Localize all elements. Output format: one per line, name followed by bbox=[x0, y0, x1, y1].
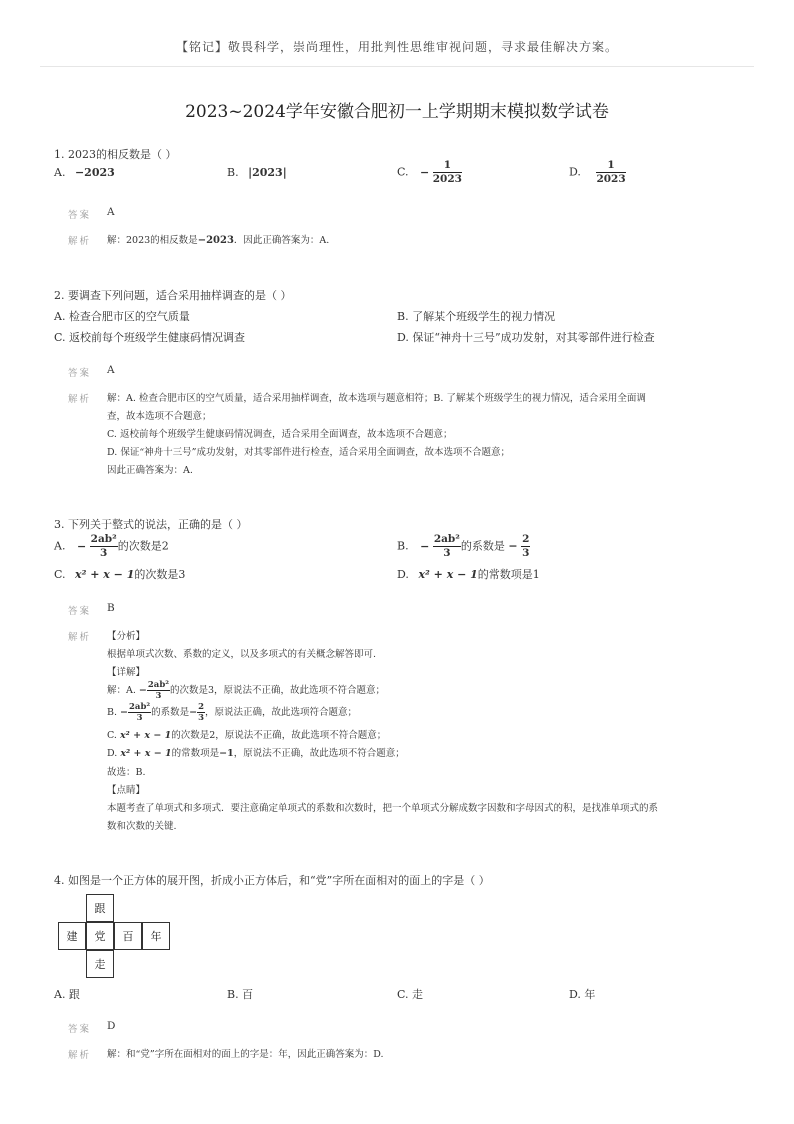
q3-fenxi-heading: 【分析】 bbox=[107, 631, 146, 642]
q3-detail-b-mid: 的系数是 bbox=[151, 707, 190, 718]
net-cell-bottom: 走 bbox=[86, 950, 114, 978]
q3-detail-b-num: 2ab² bbox=[129, 702, 151, 712]
q3-option-b-sign2: − bbox=[508, 539, 518, 553]
q3-detail-b-sign: − bbox=[120, 707, 129, 718]
q3-option-d bbox=[397, 566, 540, 582]
q4-answer: D bbox=[107, 1020, 116, 1032]
q1-option-b-letter: B. bbox=[227, 166, 239, 179]
q1-stem: 1. 2023的相反数是（ ） bbox=[54, 148, 177, 161]
q1-option-d-fraction bbox=[596, 159, 625, 186]
q3-option-b bbox=[397, 533, 530, 560]
q3-detail-line-d bbox=[107, 745, 405, 759]
q3-option-c-text: 的次数是3 bbox=[134, 568, 186, 581]
q1-analysis-math: −2023 bbox=[197, 235, 234, 246]
q3-option-a-fraction bbox=[90, 533, 118, 560]
q2-option-c: C. 返校前每个班级学生健康码情况调查 bbox=[54, 331, 246, 344]
q3-dianjing-line: 数和次数的关键. bbox=[107, 821, 177, 832]
q3-detail-c-math: x² + x − 1 bbox=[119, 730, 172, 741]
q1-option-c-num: 1 bbox=[433, 159, 462, 173]
q4-stem: 4. 如图是一个正方体的展开图，折成小正方体后，和“党”字所在面相对的面上的字是（ ） bbox=[54, 874, 490, 887]
net-cell-right-2: 年 bbox=[142, 922, 170, 950]
q2-analysis-line: C. 返校前每个班级学生健康码情况调查，适合采用全面调查，故本选项不合题意； bbox=[107, 429, 453, 440]
page-title: 2023~2024学年安徽合肥初一上学期期末模拟数学试卷 bbox=[185, 102, 609, 122]
q3-option-d-math: x² + x − 1 bbox=[418, 568, 478, 581]
q4-option-b: B. 百 bbox=[227, 988, 254, 1001]
q1-option-a bbox=[54, 166, 115, 179]
q2-analysis-label: 解析 bbox=[68, 394, 92, 405]
q1-option-a-letter: A. bbox=[54, 166, 66, 179]
q3-detail-a-den: 3 bbox=[155, 691, 162, 701]
q3-detail-b-fraction bbox=[128, 702, 151, 723]
q3-detail-b-post: ，原说法正确，故此选项符合题意； bbox=[205, 707, 358, 718]
q2-option-a: A. 检查合肥市区的空气质量 bbox=[54, 310, 190, 323]
q3-option-a-num: 2ab² bbox=[90, 533, 117, 545]
q3-option-b-fraction2 bbox=[521, 533, 530, 560]
q1-option-c bbox=[397, 159, 462, 186]
q3-option-b-den2: 3 bbox=[522, 547, 530, 559]
net-cell-right-1: 百 bbox=[114, 922, 142, 950]
q3-detail-d-mid: 的常数项是 bbox=[171, 748, 220, 759]
q3-analysis-label: 解析 bbox=[68, 632, 92, 643]
q3-detail-d-math: x² + x − 1 bbox=[120, 748, 172, 759]
q2-answer-label: 答案 bbox=[68, 368, 92, 379]
q3-fenxi-text: 根据单项式次数、系数的定义，以及多项式的有关概念解答即可. bbox=[107, 649, 377, 660]
q3-option-b-num: 2ab² bbox=[433, 533, 460, 545]
q3-detail-c-post: 的次数是2，原说法不正确，故此选项不符合题意； bbox=[171, 730, 387, 741]
q4-option-c: C. 走 bbox=[397, 988, 424, 1001]
q3-conclusion: 故选：B. bbox=[107, 767, 146, 778]
net-cell-top: 跟 bbox=[86, 894, 114, 922]
q3-detail-b-sign2: − bbox=[189, 707, 198, 718]
q3-answer-label: 答案 bbox=[68, 606, 92, 617]
q3-detail-d-post: ，原说法不正确，故此选项不符合题意； bbox=[233, 748, 405, 759]
q3-detail-b-den2: 3 bbox=[198, 713, 205, 723]
q3-stem: 3. 下列关于整式的说法，正确的是（ ） bbox=[54, 518, 248, 531]
q1-option-a-math: −2023 bbox=[74, 166, 115, 179]
q3-option-b-den: 3 bbox=[443, 547, 451, 559]
header-divider bbox=[40, 66, 754, 67]
q1-option-d-num: 1 bbox=[596, 159, 625, 173]
q3-detail-b-num2: 2 bbox=[198, 702, 205, 712]
q3-dianjing-line: 本题考查了单项式和多项式．要注意确定单项式的系数和次数时，把一个单项式分解成数字因数和字母因式的积，是找准单项式的系 bbox=[107, 803, 659, 814]
q4-option-d: D. 年 bbox=[569, 988, 596, 1001]
q3-detail-d-pre: D. bbox=[107, 748, 118, 759]
q1-option-c-fraction bbox=[433, 159, 462, 186]
q3-detail-d-math2: −1 bbox=[219, 748, 234, 759]
q1-option-d bbox=[569, 159, 626, 186]
q3-option-b-letter: B. bbox=[397, 539, 409, 553]
q2-analysis-line: D. 保证“神舟十三号”成功发射，对其零部件进行检查，适合采用全面调查，故本选项不合题意； bbox=[107, 447, 511, 458]
q1-option-d-letter: D. bbox=[569, 165, 581, 179]
q1-option-b bbox=[227, 166, 287, 179]
q3-detail-a-fraction bbox=[147, 680, 170, 701]
q3-detail-line-c bbox=[107, 727, 386, 741]
q3-detail-b-fraction2 bbox=[197, 702, 205, 723]
q1-answer: A bbox=[107, 206, 115, 218]
q3-option-a-letter: A. bbox=[54, 539, 66, 553]
q3-detail-c-pre: C. bbox=[107, 730, 117, 741]
q1-option-d-den: 2023 bbox=[596, 173, 626, 185]
q2-analysis-line: 查，故本选项不合题意； bbox=[107, 411, 212, 422]
q3-option-b-fraction bbox=[433, 533, 461, 560]
q3-detail-a-post: 的次数是3，原说法不正确，故此选项不符合题意； bbox=[169, 685, 386, 696]
q4-analysis: 解：和“党”字所在面相对的面上的字是：年，因此正确答案为：D. bbox=[107, 1049, 384, 1060]
q1-answer-label: 答案 bbox=[68, 210, 92, 221]
q2-option-d: D. 保证“神舟十三号”成功发射，对其零部件进行检查 bbox=[397, 331, 655, 344]
q4-analysis-label: 解析 bbox=[68, 1050, 92, 1061]
q3-detail-a-num: 2ab² bbox=[147, 680, 169, 690]
q1-analysis-label: 解析 bbox=[68, 236, 92, 247]
q3-detail-a-sign: − bbox=[138, 685, 147, 696]
motto: 【铭记】敬畏科学，崇尚理性，用批判性思维审视问题，寻求最佳解决方案。 bbox=[175, 40, 618, 54]
q1-option-b-math: |2023| bbox=[248, 166, 287, 179]
q3-option-b-sign: − bbox=[420, 539, 430, 553]
q3-detail-b-den: 3 bbox=[136, 713, 143, 723]
q2-analysis-line: 解：A. 检查合肥市区的空气质量，适合采用抽样调查，故本选项与题意相符；B. 了解某个班级学生的视力情况，适合采用全面调 bbox=[107, 393, 646, 404]
q1-option-c-sign: − bbox=[420, 165, 430, 179]
q1-option-c-den: 2023 bbox=[432, 173, 462, 185]
q2-stem: 2. 要调查下列问题，适合采用抽样调查的是（ ） bbox=[54, 289, 292, 302]
q3-option-b-num2: 2 bbox=[522, 533, 530, 545]
q3-detail-b-pre: B. bbox=[107, 707, 118, 718]
q2-option-b: B. 了解某个班级学生的视力情况 bbox=[397, 310, 556, 323]
cube-net-diagram bbox=[58, 894, 174, 978]
q3-option-a-den: 3 bbox=[100, 547, 108, 559]
q3-option-a-text: 的次数是2 bbox=[117, 539, 169, 553]
q1-analysis-text-2: ．因此正确答案为：A. bbox=[233, 235, 330, 246]
q3-option-b-text: 的系数是 bbox=[460, 539, 505, 553]
q3-option-c-letter: C. bbox=[54, 568, 66, 581]
q1-analysis bbox=[107, 232, 329, 246]
q2-answer: A bbox=[107, 364, 115, 376]
q3-option-a bbox=[54, 533, 169, 560]
q3-detail-line-a bbox=[107, 680, 385, 701]
q3-answer: B bbox=[107, 602, 115, 614]
q3-detail-line-b bbox=[107, 702, 357, 723]
q1-option-c-letter: C. bbox=[397, 165, 409, 179]
q1-analysis-text-1: 解：2023的相反数是 bbox=[107, 235, 198, 246]
q4-option-a: A. 跟 bbox=[54, 988, 80, 1001]
q3-option-c-math: x² + x − 1 bbox=[75, 568, 135, 581]
q3-option-a-sign: − bbox=[76, 539, 87, 553]
net-cell-left: 建 bbox=[58, 922, 86, 950]
q3-option-c bbox=[54, 566, 185, 582]
q3-xiangjie-heading: 【详解】 bbox=[107, 667, 146, 678]
q2-analysis-line: 因此正确答案为：A. bbox=[107, 465, 193, 476]
q3-option-d-text: 的常数项是1 bbox=[477, 568, 540, 581]
q3-detail-a-pre: 解：A. bbox=[107, 685, 136, 696]
q3-option-d-letter: D. bbox=[397, 568, 409, 581]
q4-answer-label: 答案 bbox=[68, 1024, 92, 1035]
net-cell-center: 党 bbox=[86, 922, 114, 950]
q3-dianjing-heading: 【点睛】 bbox=[107, 785, 146, 796]
